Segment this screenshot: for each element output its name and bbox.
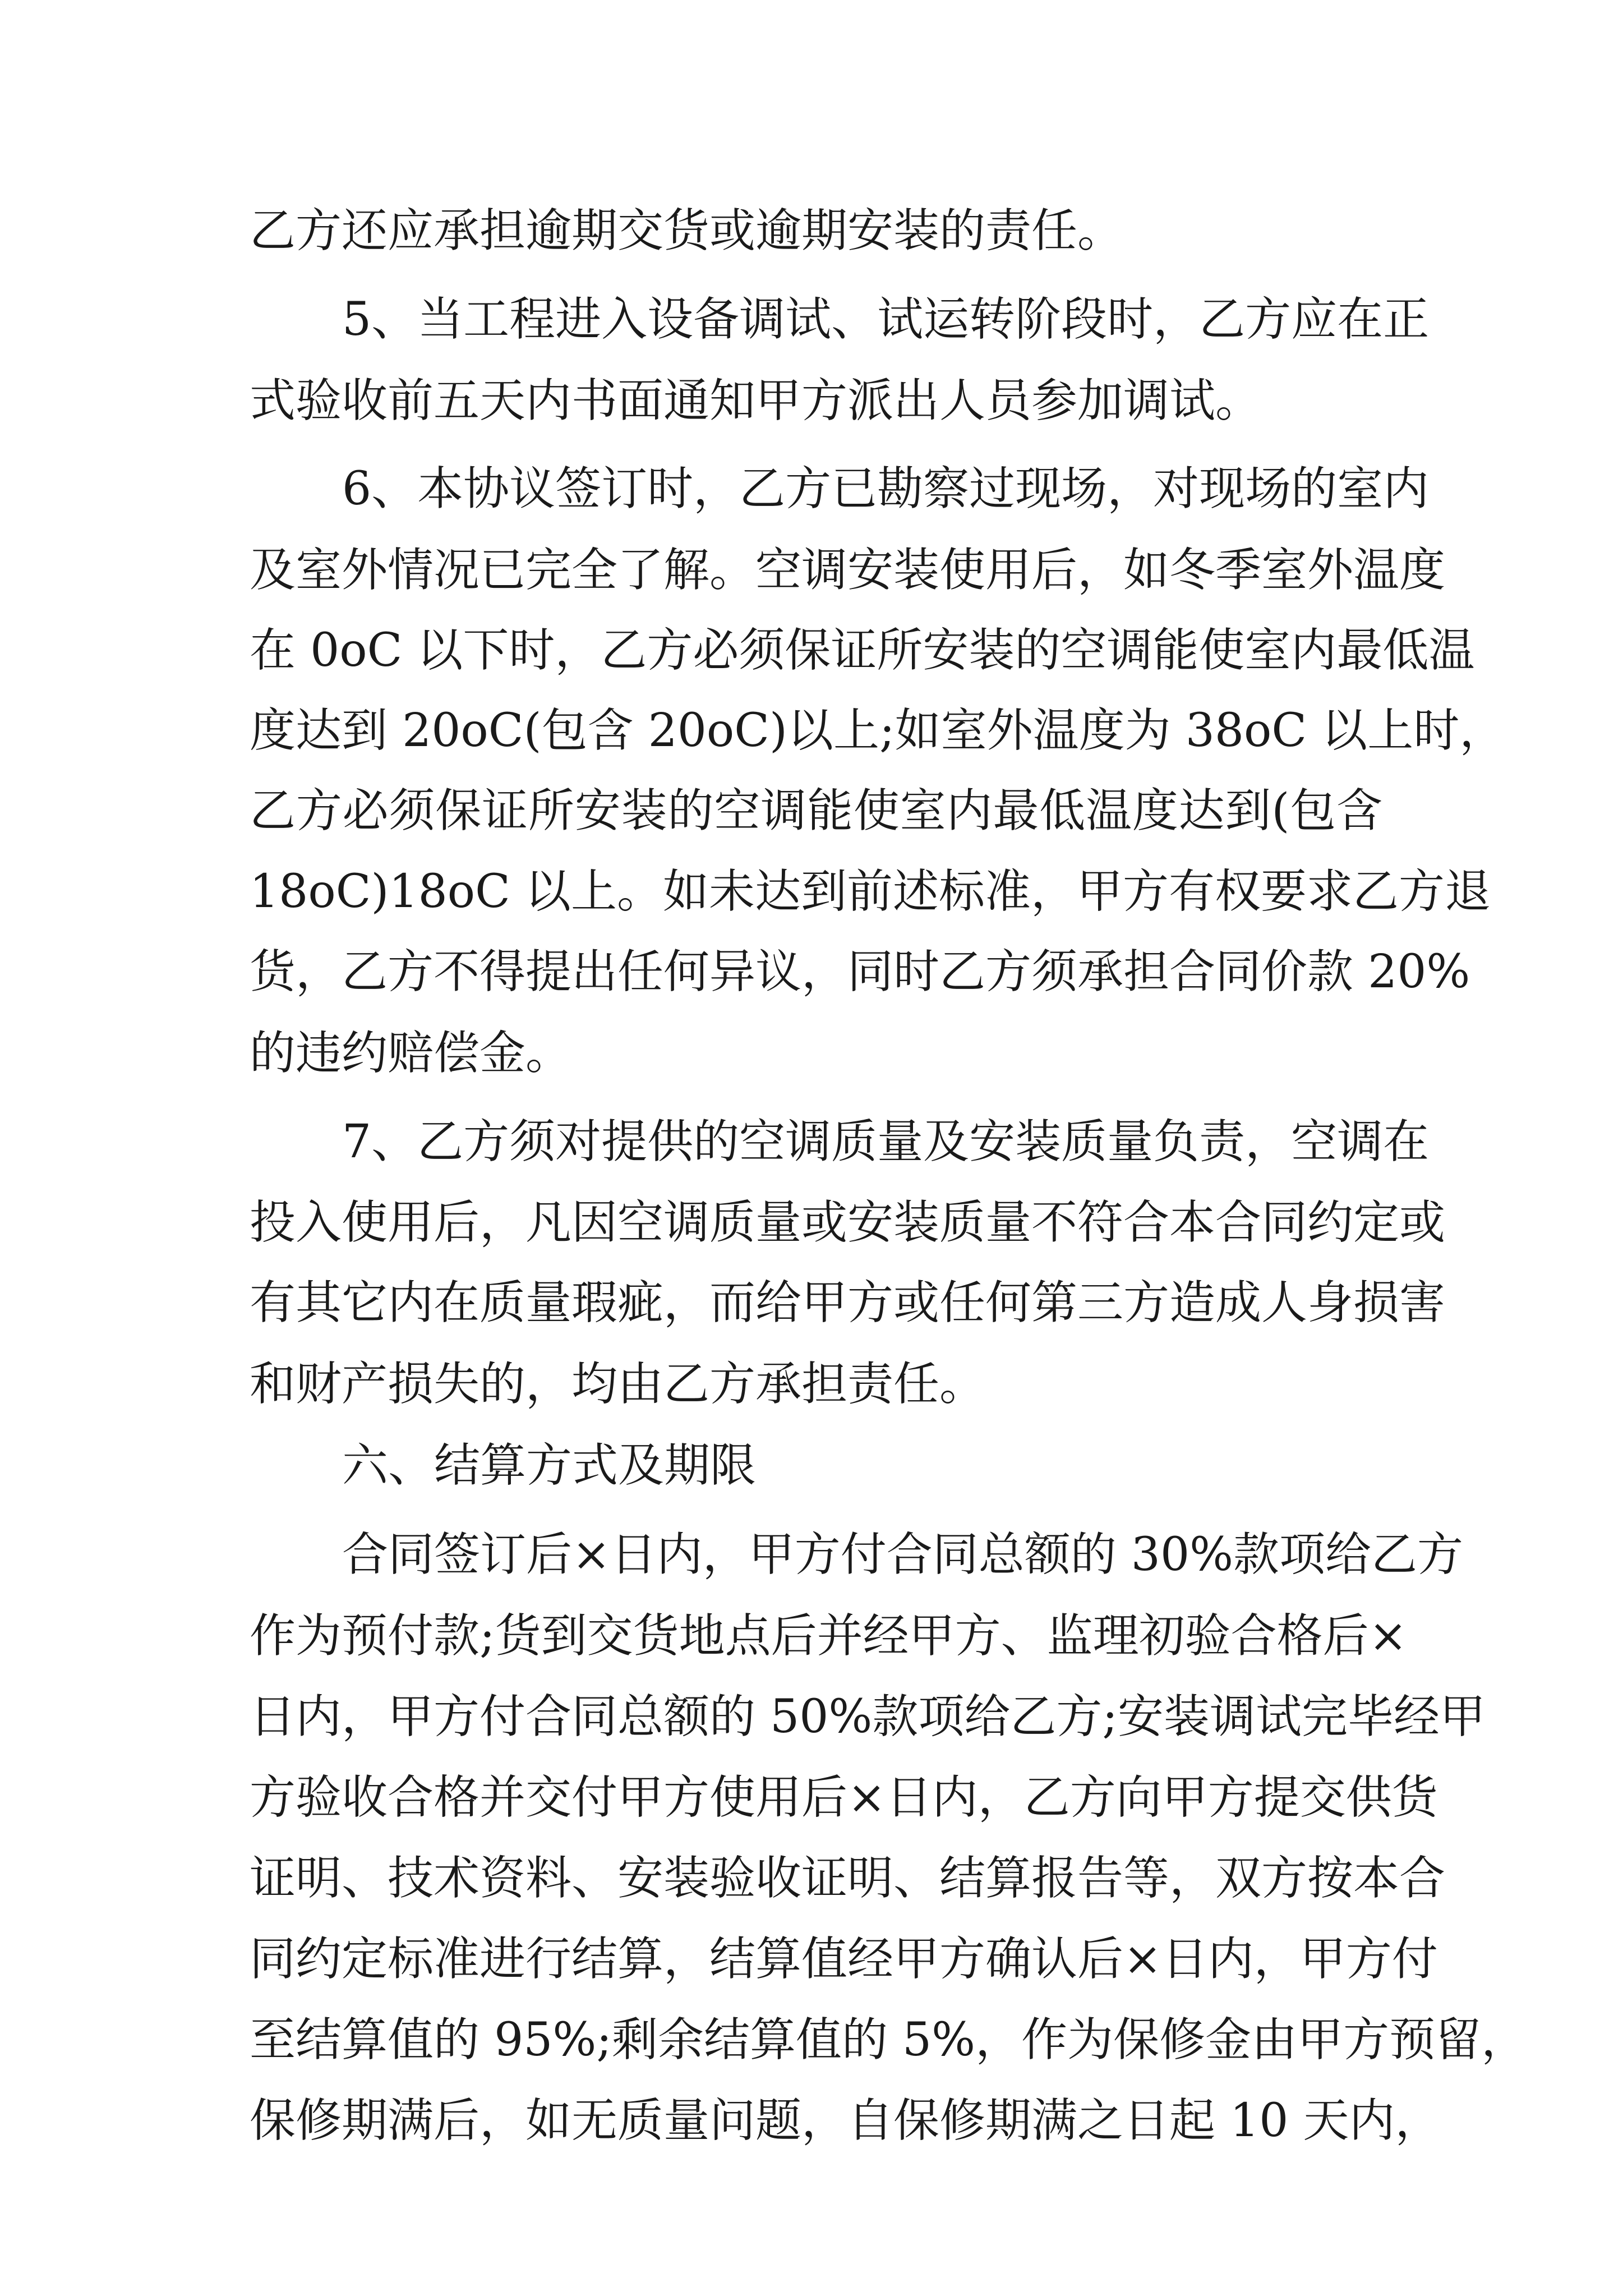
text-line: 6、本协议签订时，乙方已勘察过现场，对现场的室内 xyxy=(342,462,1430,516)
section-heading: 六、结算方式及期限 xyxy=(342,1439,757,1492)
text-line: 乙方还应承担逾期交货或逾期安装的责任。 xyxy=(250,204,1124,257)
text-line: 方验收合格并交付甲方使用后×日内，乙方向甲方提交供货 xyxy=(250,1771,1438,1824)
text-line: 式验收前五天内书面通知甲方派出人员参加调试。 xyxy=(250,374,1262,427)
text-line: 及室外情况已完全了解。空调安装使用后，如冬季室外温度 xyxy=(250,544,1446,597)
text-line: 度达到 20oC(包含 20oC)以上;如室外温度为 38oC 以上时， xyxy=(250,704,1506,757)
text-line: 和财产损失的，均由乙方承担责任。 xyxy=(250,1358,986,1411)
text-line: 7、乙方须对提供的空调质量及安装质量负责，空调在 xyxy=(342,1115,1430,1168)
text-line: 5、当工程进入设备调试、试运转阶段时，乙方应在正 xyxy=(342,293,1430,346)
text-line: 合同签订后×日内，甲方付合同总额的 30%款项给乙方 xyxy=(342,1528,1464,1581)
text-line: 同约定标准进行结算，结算值经甲方确认后×日内，甲方付 xyxy=(250,1932,1438,1986)
text-line: 作为预付款;货到交货地点后并经甲方、监理初验合格后× xyxy=(250,1609,1408,1663)
text-line: 有其它内在质量瑕疵，而给甲方或任何第三方造成人身损害 xyxy=(250,1276,1446,1329)
text-line: 的违约赔偿金。 xyxy=(250,1027,572,1080)
text-line: 乙方必须保证所安装的空调能使室内最低温度达到(包含 xyxy=(250,784,1382,838)
text-line: 至结算值的 95%;剩余结算值的 5%，作为保修金由甲方预留， xyxy=(250,2013,1528,2067)
text-line: 投入使用后，凡因空调质量或安装质量不符合本合同约定或 xyxy=(250,1196,1446,1249)
text-line: 货，乙方不得提出任何异议，同时乙方须承担合同价款 20% xyxy=(250,945,1470,999)
text-line: 18oC)18oC 以上。如未达到前述标准，甲方有权要求乙方退 xyxy=(250,865,1491,918)
text-line: 证明、技术资料、安装验收证明、结算报告等，双方按本合 xyxy=(250,1852,1446,1905)
text-line: 在 0oC 以下时，乙方必须保证所安装的空调能使室内最低温 xyxy=(250,624,1475,677)
text-line: 保修期满后，如无质量问题，自保修期满之日起 10 天内， xyxy=(250,2094,1441,2147)
text-line: 日内，甲方付合同总额的 50%款项给乙方;安装调试完毕经甲 xyxy=(250,1690,1486,1743)
